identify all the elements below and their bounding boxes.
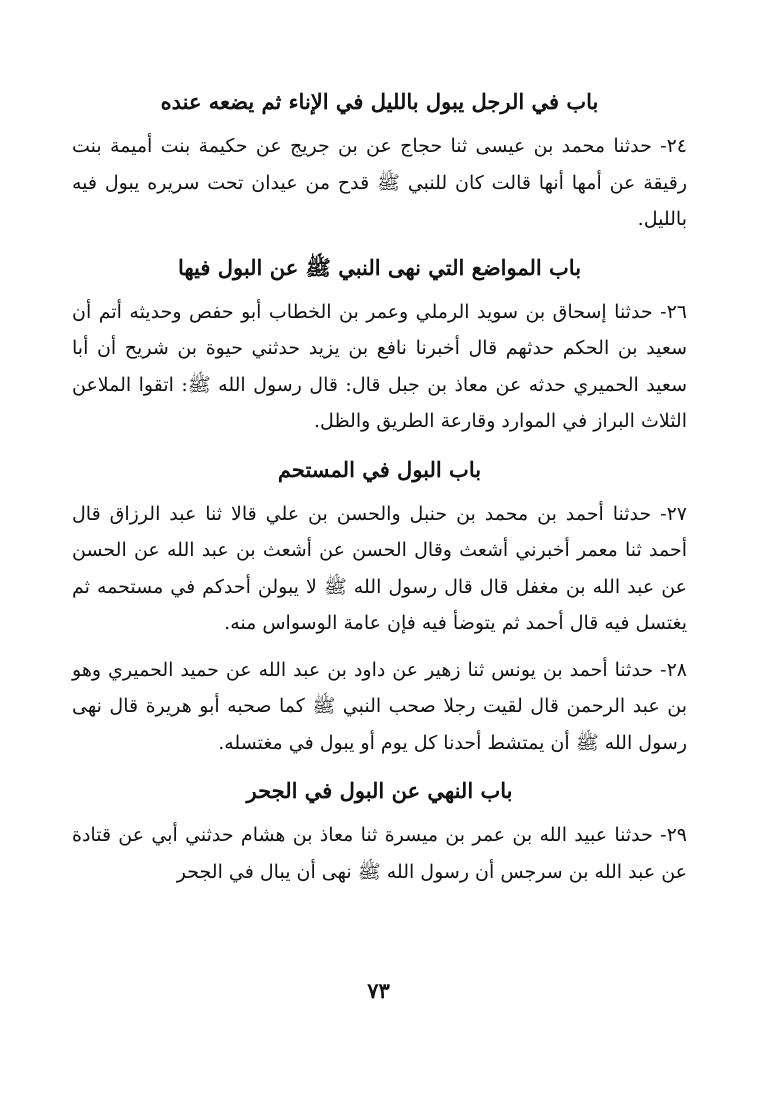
hadith-paragraph: ٢٨- حدثنا أحمد بن يونس ثنا زهير عن داود بن عبد الله عن حميد الحميري وهو بن عبد الرحمن قال لقيت رجلا صحب النبي ﷺ كما صحبه أبو هريرة قال نهى رسول الله ﷺ أن يمتشط أحدنا كل يوم أو يبول في مغتسله. [72, 658, 687, 754]
section-bathing-place [72, 450, 687, 762]
hadith-paragraph: ٢٤- حدثنا محمد بن عيسى ثنا حجاج عن بن جريج عن حكيمة بنت أميمة بنت رقيقة عن أمها أنها قالت كان للنبي ﷺ قدح من عيدان تحت سريره يبول فيه بالليل. [72, 135, 687, 230]
hadith-paragraph: ٢٩- حدثنا عبيد الله بن عمر بن ميسرة ثنا معاذ بن هشام حدثني أبي عن قتادة عن عبد الله بن سرجس أن رسول الله ﷺ نهى أن يبال في الجحر [72, 824, 687, 883]
page-number: ٧٣ [367, 978, 390, 1003]
hadith-paragraph: ٢٦- حدثنا إسحاق بن سويد الرملي وعمر بن الخطاب أبو حفص وحديثه أتم أن سعيد بن الحكم حدثهم قال أخبرنا نافع بن يزيد حدثني حيوة بن شريح أن أبا سعيد الحميري حدثه عن معاذ بن جبل قال: قال رسول الله ﷺ: اتقوا الملاعن الثلاث البراز في الموارد وقارعة الطريق والظل. [72, 300, 687, 432]
section-forbidden-places [72, 248, 687, 440]
section-heading: باب النهي عن البول في الجحر [246, 778, 513, 803]
hadith-paragraph: ٢٧- حدثنا أحمد بن محمد بن حنبل والحسن بن علي قالا ثنا عبد الرزاق قال أحمد ثنا معمر أخبرني أشعث وقال الحسن عن أشعث بن عبد الله عن الحسن عن عبد الله بن مغفل قال قال رسول الله ﷺ لا يبولن أحدكم في مستحمه ثم يغتسل فيه قال أحمد ثم يتوضأ فيه فإن عامة الوسواس منه. [72, 502, 687, 634]
section-urinating-at-night [72, 82, 687, 238]
section-heading: باب في الرجل يبول بالليل في الإناء ثم يضعه عنده [160, 89, 599, 114]
section-burrow [72, 771, 687, 890]
section-heading: باب المواضع التي نهى النبي ﷺ عن البول فيها [177, 254, 582, 280]
section-heading: باب البول في المستحم [277, 456, 482, 482]
page-content [72, 82, 687, 900]
